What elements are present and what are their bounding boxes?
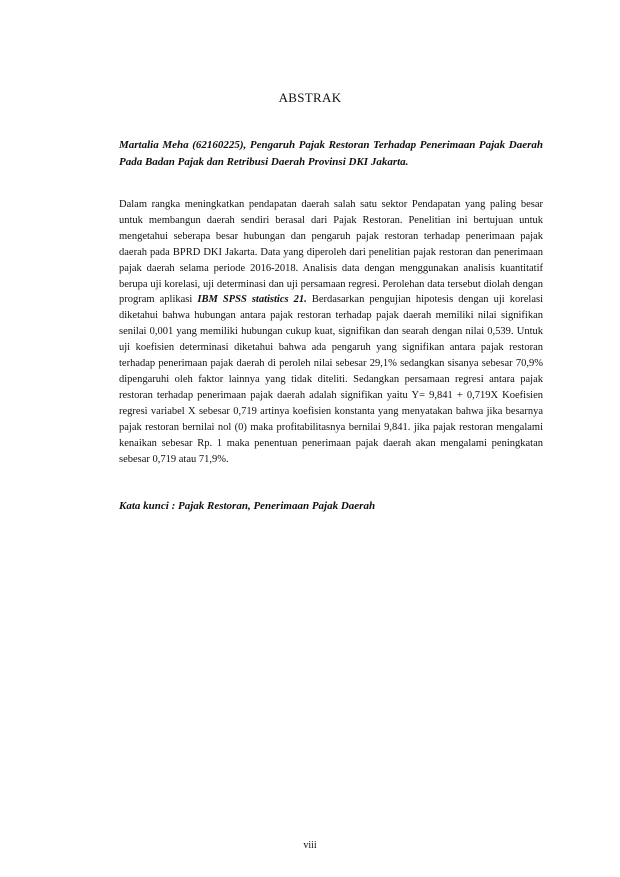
abstract-paragraph: [119, 197, 543, 467]
author-citation: Martalia Meha (62160225), Pengaruh Pajak Restoran Terhadap Penerimaan Pajak Daerah Pada Badan Pajak dan Retribusi Daerah Provinsi DKI Jakarta.: [119, 139, 543, 168]
software-name: IBM SPSS statistics 21.: [197, 294, 307, 306]
page-title: ABSTRAK: [278, 90, 342, 105]
page-number: viii: [303, 840, 317, 851]
abstract-text-part-1: Dalam rangka meningkatkan pendapatan daerah salah satu sektor Pendapatan yang paling besar untuk membangun daerah sendiri berasal dari Pajak Restoran. Penelitian ini bertujuan untuk mengetahui seberapa besar hubungan dan pengaruh pajak restoran terhadap penerimaan pajak daerah pada BPRD DKI Jakarta. Data yang diperoleh dari penelitian pajak restoran dan penerimaan pajak daerah selama periode 2016-2018. Analisis data dengan menggunakan analisis kuantitatif berupa uji korelasi, uji determinasi dan uji persamaan regresi. Perolehan data tersebut diolah dengan program aplikasi: [119, 199, 543, 306]
keywords-line: Kata kunci : Pajak Restoran, Penerimaan Pajak Daerah: [119, 500, 376, 512]
abstract-text-part-2: Berdasarkan pengujian hipotesis dengan uji korelasi diketahui bahwa hubungan antara pajak restoran terhadap pajak daerah memiliki nilai signifikan senilai 0,001 yang memiliki hubungan cukup kuat, signifikan dan searah dengan nilai 0,539. Untuk uji koefisien determinasi diketahui bahwa ada pengaruh yang signifikan antara pajak restoran terhadap penerimaan pajak daerah di peroleh nilai sebesar 29,1% sedangkan sisanya sebesar 70,9% dipengaruhi oleh faktor lainnya yang tidak diteliti. Sedangkan persamaan regresi antara pajak restoran terhadap penerimaan pajak daerah adalah signifikan yaitu Y= 9,841 + 0,719X Koefisien regresi variabel X sebesar 0,719 artinya koefisien konstanta yang menyatakan bahwa jika besarnya pajak restoran bernilai nol (0) maka profitabilitasnya bernilai 9,841. jika pajak restoran mengalami kenaikan sebesar Rp. 1 maka penentuan penerimaan pajak daerah akan mengalami peningkatan sebesar 0,719 atau 71,9%.: [119, 294, 543, 465]
